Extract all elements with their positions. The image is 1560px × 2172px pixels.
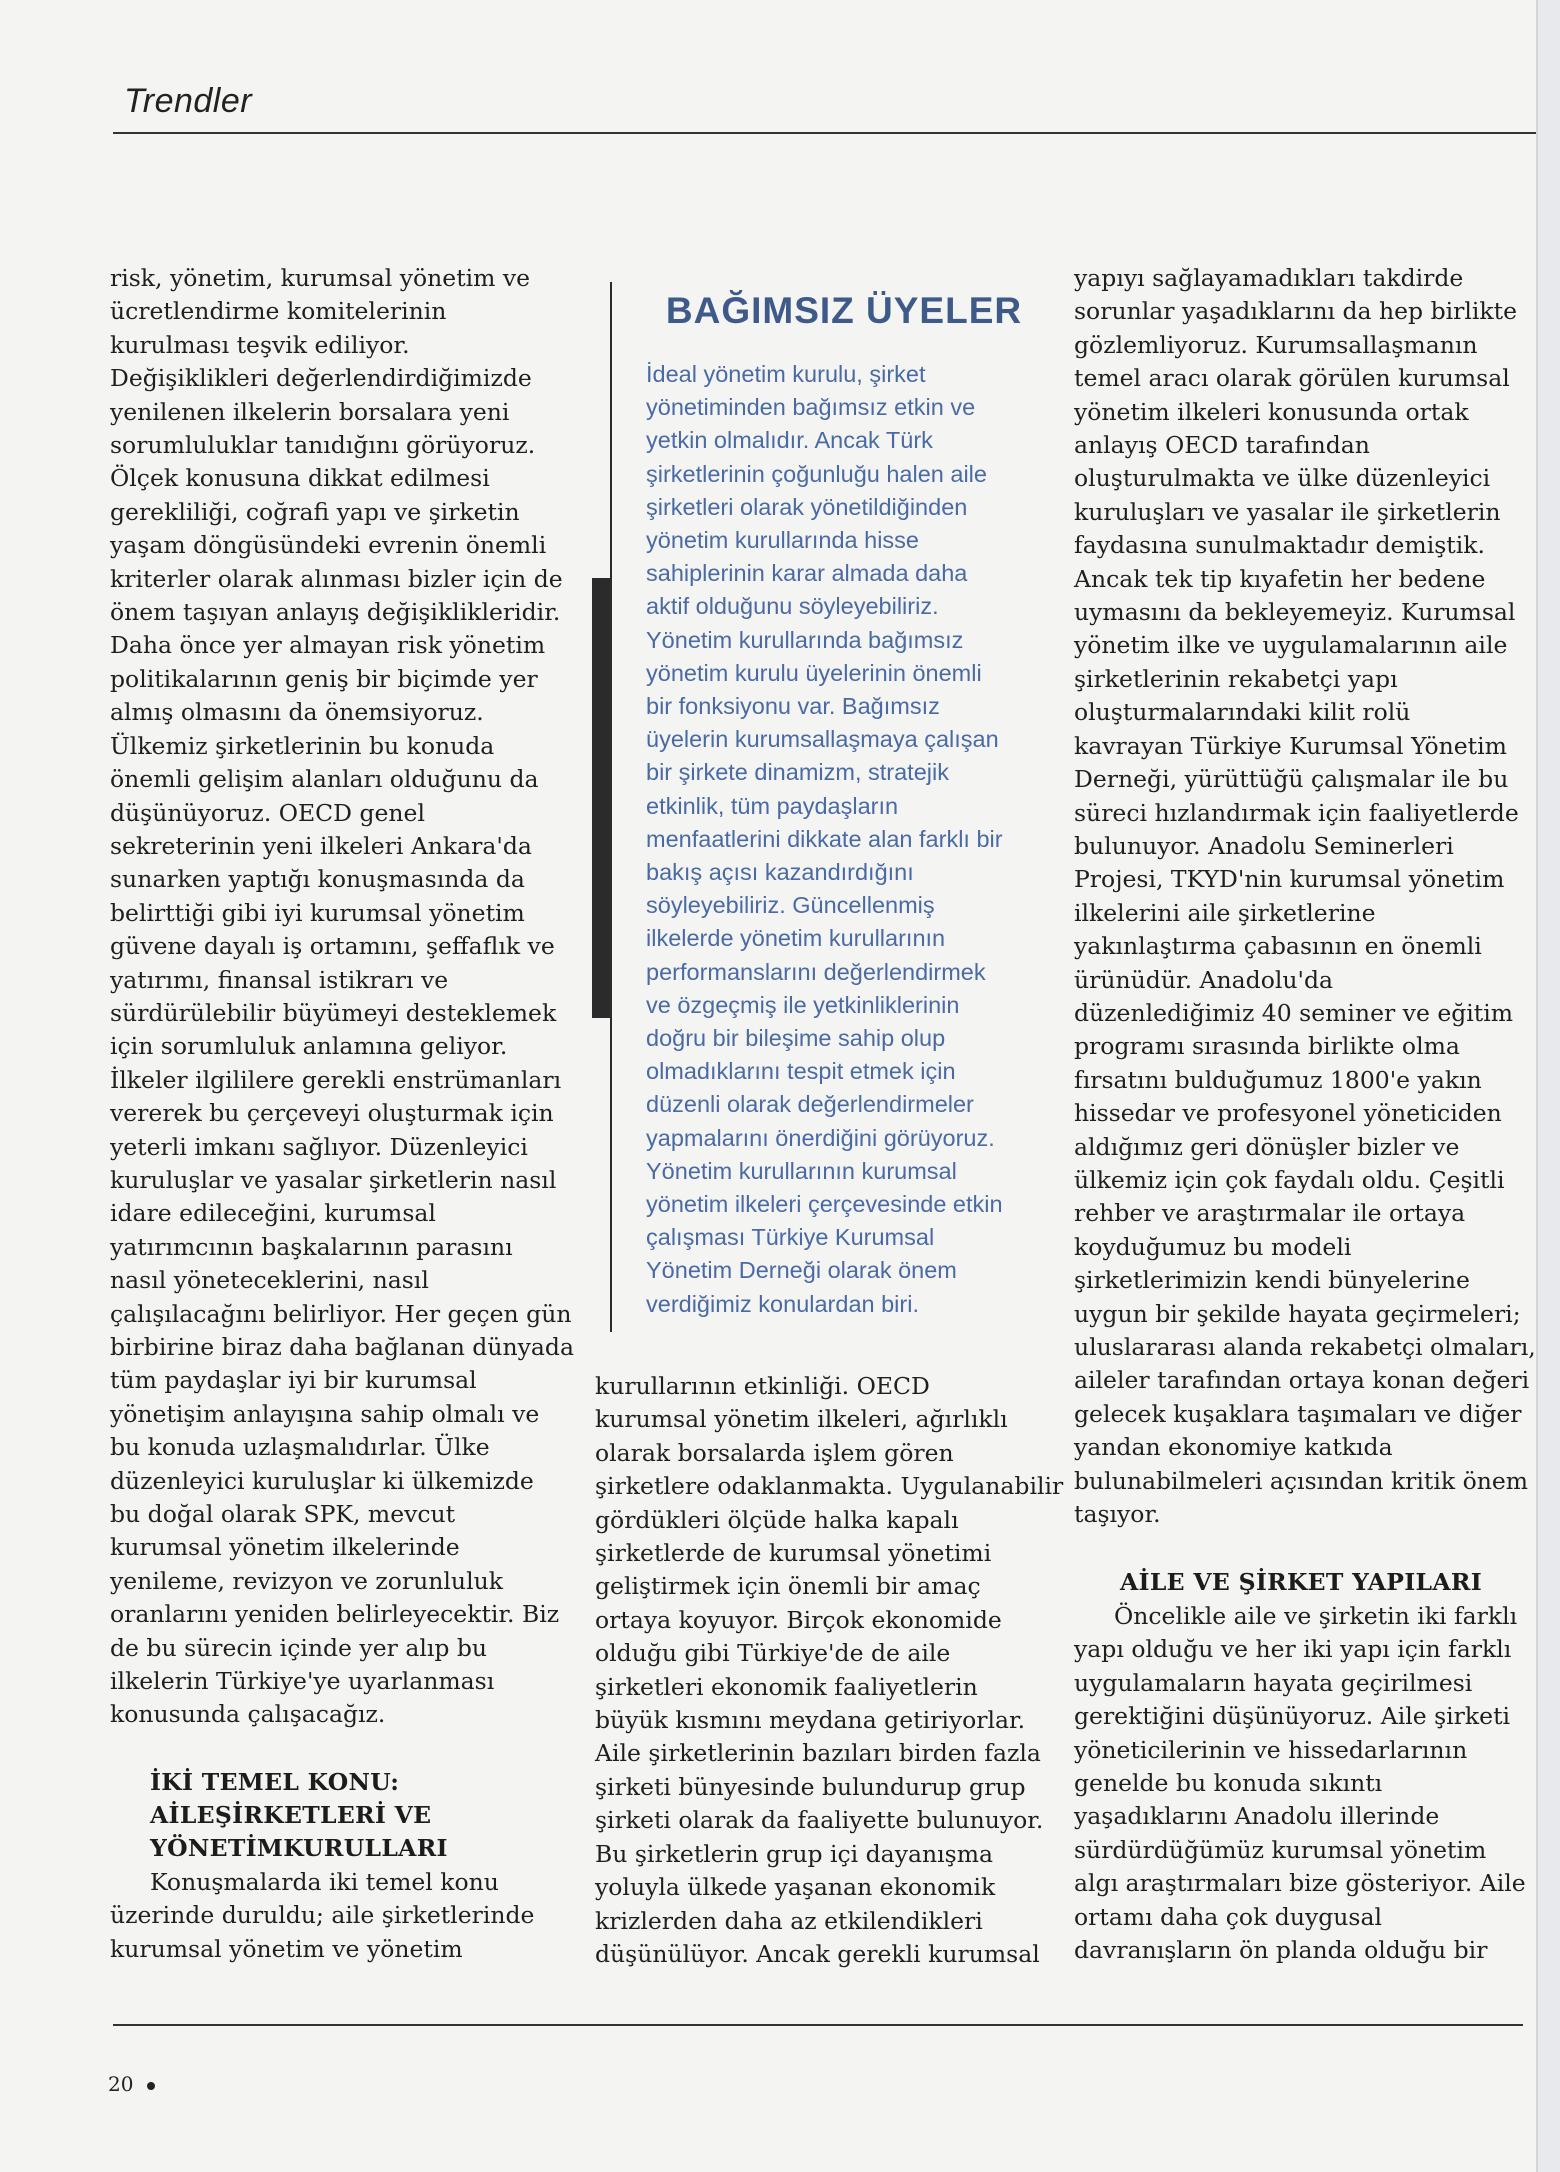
- sidebar-text-line: Yönetim kurullarında bağımsız: [646, 626, 964, 653]
- sidebar-text-line: Yönetim Derneği olarak önem: [646, 1257, 957, 1284]
- text-line: ilkelerin Türkiye'ye uyarlanması: [110, 1667, 495, 1696]
- article-column-2: [595, 1370, 1064, 1971]
- sidebar-text-line: bakış açısı kazandırdığını: [646, 859, 914, 886]
- sidebar-text-line: yapmalarını önerdiğini görüyoruz.: [646, 1124, 995, 1151]
- article-column-1-continued: [110, 1866, 570, 1966]
- page-number: 20: [108, 2072, 134, 2096]
- text-line: yönetişim anlayışına sahip olmalı ve: [110, 1399, 540, 1428]
- text-line: bu doğal olarak SPK, mevcut: [110, 1500, 456, 1529]
- text-line: genelde bu konuda sıkıntı: [1074, 1769, 1383, 1798]
- text-line: gerekliliği, coğrafi yapı ve şirketin: [110, 497, 520, 526]
- text-line: Aile şirketlerinin bazıları birden fazla: [595, 1739, 1041, 1768]
- heading-line: İKİ TEMEL KONU: AİLE: [150, 1768, 400, 1829]
- sidebar-text-line: verdiğimiz konulardan biri.: [646, 1290, 919, 1317]
- text-line: ortamı daha çok duygusal: [1074, 1902, 1383, 1931]
- text-line: faydasına sunulmaktadır demiştik.: [1074, 531, 1485, 560]
- text-line: kurulması teşvik ediliyor.: [110, 330, 410, 359]
- text-line: Bu şirketlerin grup içi dayanışma: [595, 1839, 993, 1868]
- text-line: uluslararası alanda rekabetçi olmaları,: [1074, 1333, 1536, 1361]
- text-line: yapı olduğu ve her iki yapı için farklı: [1074, 1635, 1512, 1664]
- text-line: oluşturulmakta ve ülke düzenleyici: [1074, 464, 1491, 493]
- text-line: yatırımı, finansal istikrarı ve: [110, 965, 449, 994]
- text-line: oluşturmalarındaki kilit rolü: [1074, 698, 1411, 727]
- text-line: önem taşıyan anlayış değişiklikleridir.: [110, 598, 561, 627]
- text-line: krizlerden daha az etkilendikleri: [595, 1906, 983, 1935]
- text-line: şirketlerde de kurumsal yönetimi: [595, 1539, 992, 1568]
- text-line: büyük kısmını meydana getiriyorlar.: [595, 1706, 1026, 1735]
- sidebar-text-line: söyleyebiliriz. Güncellenmiş: [646, 892, 935, 919]
- text-line: davranışların ön planda olduğu bir: [1074, 1936, 1488, 1965]
- sidebar-text-line: yönetiminden bağımsız etkin ve: [646, 394, 976, 421]
- text-line: bu konuda uzlaşmalıdırlar. Ülke: [110, 1433, 490, 1462]
- text-line: tüm paydaşlar iyi bir kurumsal: [110, 1366, 477, 1395]
- text-line: ilkelerini aile şirketlerine: [1074, 898, 1376, 927]
- text-line: taşıyor.: [1074, 1500, 1161, 1529]
- text-line: kavrayan Türkiye Kurumsal Yönetim: [1074, 731, 1507, 760]
- sidebar-text-line: şirketlerinin çoğunluğu halen aile: [646, 460, 987, 487]
- text-line: yeterli imkanı sağlıyor. Düzenleyici: [110, 1132, 528, 1161]
- page-edge: [1536, 0, 1560, 2172]
- sidebar-text-line: etkinlik, tüm paydaşların: [646, 792, 899, 819]
- heading-line: KURULLARI: [283, 1834, 448, 1862]
- text-line: sorumluluklar tanıdığını görüyoruz.: [110, 431, 536, 460]
- text-line: şirketleri ekonomik faaliyetlerin: [595, 1672, 978, 1701]
- text-line: uygun bir şekilde hayata geçirmeleri;: [1074, 1299, 1521, 1328]
- text-line: idare edileceğini, kurumsal: [110, 1199, 436, 1228]
- text-line: gelecek kuşaklara taşımaları ve diğer: [1074, 1399, 1522, 1428]
- text-line: fırsatını bulduğumuz 1800'e yakın: [1074, 1065, 1482, 1094]
- text-line: yatırımcının başkalarının parasını: [110, 1232, 513, 1261]
- sidebar-title: BAĞIMSIZ ÜYELER: [665, 290, 1023, 331]
- text-line: anlayış OECD tarafından: [1074, 431, 1370, 460]
- text-line: yenileme, revizyon ve zorunluluk: [110, 1566, 503, 1595]
- text-line: politikalarının geniş bir biçimde yer: [110, 664, 538, 693]
- sidebar-text-line: üyelerin kurumsallaşmaya çalışan: [646, 726, 999, 753]
- sidebar-text-line: bir şirkete dinamizm, stratejik: [646, 759, 949, 786]
- text-line: sürdürdüğümüz kurumsal yönetim: [1074, 1835, 1487, 1864]
- text-line: düşünülüyor. Ancak gerekli kurumsal: [595, 1939, 1040, 1968]
- text-line: yönetim ilkeleri konusunda ortak: [1074, 397, 1469, 426]
- text-line: Öncelikle aile ve şirketin iki farklı: [1114, 1602, 1518, 1630]
- text-line: rehber ve araştırmalar ile ortaya: [1074, 1199, 1466, 1228]
- text-line: ülkemiz için çok faydalı oldu. Çeşitli: [1074, 1165, 1505, 1194]
- text-line: yaşam döngüsündeki evrenin önemli: [110, 531, 547, 560]
- sidebar-text-line: Yönetim kurullarının kurumsal: [646, 1157, 957, 1184]
- sidebar-text-line: düzenli olarak değerlendirmeler: [646, 1091, 974, 1118]
- sidebar-text-line: olmadıklarını tespit etmek için: [646, 1058, 956, 1085]
- text-line: vererek bu çerçeveyi oluşturmak için: [110, 1099, 554, 1128]
- text-line: çalışılacağını belirliyor. Her geçen gün: [110, 1299, 572, 1328]
- sidebar-text-line: şirketleri olarak yönetildiğinden: [646, 493, 968, 520]
- section-header-title: Trendler: [124, 82, 253, 120]
- text-line: almış olmasını da önemsiyoruz.: [110, 698, 484, 727]
- sidebar-text-line: doğru bir bileşime sahip olup: [646, 1025, 946, 1052]
- text-line: önemli gelişim alanları olduğunu da: [110, 765, 539, 794]
- text-line: kuruluşları ve yasalar ile şirketlerin: [1074, 497, 1501, 526]
- text-line: sekreterinin yeni ilkeleri Ankara'da: [110, 831, 532, 860]
- text-line: yakınlaştırma çabasının en önemli: [1074, 932, 1482, 961]
- text-line: düzenlediğimiz 40 seminer ve eğitim: [1074, 998, 1514, 1027]
- text-line: düzenleyici kuruluşlar ki ülkemizde: [110, 1466, 534, 1495]
- text-line: ortaya koyuyor. Birçok ekonomide: [595, 1605, 1002, 1634]
- text-line: Ancak tek tip kıyafetin her bedene: [1074, 564, 1486, 593]
- sidebar-text-line: bir fonksiyonu var. Bağımsız: [646, 693, 940, 720]
- sidebar-text-line: menfaatlerini dikkate alan farklı bir: [646, 825, 1003, 852]
- text-line: şirketlerimizin kendi bünyelerine: [1074, 1266, 1470, 1295]
- text-line: oranlarını yeniden belirleyecektir. Biz: [110, 1600, 560, 1629]
- text-line: yaşadıklarını Anadolu illerinde: [1074, 1802, 1440, 1831]
- text-line: Ölçek konusuna dikkat edilmesi: [110, 464, 490, 493]
- heading-line: ŞİRKETLERİ VE YÖNETİM: [150, 1801, 432, 1862]
- text-line: hissedar ve profesyonel yöneticiden: [1074, 1099, 1502, 1128]
- section-heading-two-topics: [150, 1766, 580, 1865]
- sidebar-text-line: sahiplerinin karar almada daha: [646, 560, 968, 587]
- text-line: kriterler olarak alınması bizler için de: [110, 564, 563, 593]
- text-line: yandan ekonomiye katkıda: [1074, 1433, 1393, 1462]
- text-line: için sorumluluk anlamına geliyor.: [110, 1032, 508, 1061]
- text-line: programı sırasında birlikte olma: [1074, 1032, 1460, 1061]
- article-column-3: [1074, 262, 1544, 1531]
- text-line: gerektiğini düşünüyoruz. Aile şirketi: [1074, 1702, 1511, 1731]
- sidebar-text-line: yetkin olmalıdır. Ancak Türk: [646, 427, 933, 454]
- section-heading-family-company: AİLE VE ŞİRKET YAPILARI: [1120, 1568, 1483, 1596]
- article-column-1: [110, 262, 574, 1732]
- text-line: gözlemliyoruz. Kurumsallaşmanın: [1074, 330, 1478, 359]
- text-line: yenilenen ilkelerin borsalara yeni: [110, 397, 510, 426]
- text-line: kurumsal yönetim ilkeleri, ağırlıklı: [595, 1405, 1008, 1434]
- text-line: Konuşmalarda iki temel konu: [150, 1868, 499, 1896]
- text-line: aldığımız geri dönüşler bizler ve: [1074, 1132, 1460, 1161]
- text-line: belirttiği gibi iyi kurumsal yönetim: [110, 898, 525, 927]
- text-line: düşünüyoruz. OECD genel: [110, 798, 425, 827]
- text-line: bulunuyor. Anadolu Seminerleri: [1074, 831, 1454, 860]
- text-line: yönetim ilke ve uygulamalarının aile: [1074, 631, 1508, 660]
- text-line: yöneticilerinin ve hissedarlarının: [1074, 1735, 1468, 1764]
- text-line: Derneği, yürüttüğü çalışmalar ile bu: [1074, 765, 1509, 794]
- sidebar-body: [646, 358, 1066, 1321]
- text-line: sunarken yaptığı konuşmasında da: [110, 865, 525, 894]
- text-line: uymasını da bekleyemeyiz. Kurumsal: [1074, 598, 1516, 627]
- text-line: şirketlerinin rekabetçi yapı: [1074, 664, 1398, 693]
- text-line: güvene dayalı iş ortamını, şeffaflık ve: [110, 932, 555, 961]
- sidebar-text-line: ilkelerde yönetim kurullarının: [646, 925, 946, 952]
- sidebar-text-line: yönetim kurullarında hisse: [646, 527, 919, 554]
- text-line: nasıl yöneteceklerini, nasıl: [110, 1266, 429, 1295]
- text-line: temel aracı olarak görülen kurumsal: [1074, 364, 1510, 393]
- header-divider: [113, 132, 1537, 134]
- text-line: Ülkemiz şirketlerinin bu konuda: [110, 731, 495, 760]
- text-line: sorunlar yaşadıklarını da hep birlikte: [1074, 297, 1517, 326]
- text-line: uygulamaların hayata geçirilmesi: [1074, 1668, 1473, 1697]
- text-line: olarak borsalarda işlem gören: [595, 1438, 954, 1467]
- sidebar-thin-rule: [610, 282, 612, 1332]
- text-line: üzerinde duruldu; aile şirketlerinde: [110, 1901, 535, 1930]
- text-line: kurumsal yönetim ve yönetim: [110, 1934, 463, 1963]
- text-line: kuruluşlar ve yasalar şirketlerin nasıl: [110, 1165, 557, 1194]
- sidebar-text-line: yönetim kurulu üyelerinin önemli: [646, 659, 982, 686]
- sidebar-text-line: aktif olduğunu söyleyebiliriz.: [646, 593, 939, 620]
- text-line: kurullarının etkinliği. OECD: [595, 1372, 930, 1400]
- text-line: şirketlere odaklanmakta. Uygulanabilir: [595, 1472, 1064, 1501]
- text-line: şirketi bünyesinde bulundurup grup: [595, 1772, 1026, 1801]
- text-line: konusunda çalışacağız.: [110, 1700, 386, 1729]
- text-line: kurumsal yönetim ilkelerinde: [110, 1533, 460, 1562]
- text-line: Projesi, TKYD'nin kurumsal yönetim: [1074, 865, 1505, 894]
- text-line: olduğu gibi Türkiye'de de aile: [595, 1639, 951, 1668]
- text-line: ürünüdür. Anadolu'da: [1074, 965, 1334, 994]
- text-line: Değişiklikleri değerlendirdiğimizde: [110, 364, 532, 393]
- text-line: ücretlendirme komitelerinin: [110, 297, 447, 326]
- text-line: Daha önce yer almayan risk yönetim: [110, 631, 546, 660]
- sidebar-thick-rule: [592, 578, 610, 1018]
- text-line: koyduğumuz bu modeli: [1074, 1232, 1352, 1261]
- text-line: sürdürülebilir büyümeyi desteklemek: [110, 998, 557, 1027]
- text-line: geliştirmek için önemli bir amaç: [595, 1572, 981, 1601]
- text-line: risk, yönetim, kurumsal yönetim ve: [110, 264, 531, 292]
- sidebar-text-line: performanslarını değerlendirmek: [646, 958, 986, 985]
- text-line: algı araştırmaları bize gösteriyor. Aile: [1074, 1869, 1526, 1898]
- text-line: de bu sürecin içinde yer alıp bu: [110, 1633, 488, 1662]
- text-line: İlkeler ilgililere gerekli enstrümanları: [110, 1065, 562, 1094]
- sidebar-text-line: İdeal yönetim kurulu, şirket: [646, 361, 926, 387]
- sidebar-text-line: çalışması Türkiye Kurumsal: [646, 1224, 935, 1251]
- sidebar-text-line: yönetim ilkeleri çerçevesinde etkin: [646, 1191, 1003, 1218]
- text-line: yoluyla ülkede yaşanan ekonomik: [595, 1873, 996, 1902]
- text-line: yapıyı sağlayamadıkları takdirde: [1074, 264, 1464, 292]
- page-number-bullet: [147, 2082, 155, 2090]
- footer-divider: [113, 2024, 1523, 2026]
- text-line: birbirine biraz daha bağlanan dünyada: [110, 1333, 574, 1361]
- text-line: gördükleri ölçüde halka kapalı: [595, 1505, 959, 1534]
- sidebar-text-line: ve özgeçmiş ile yetkinliklerinin: [646, 991, 960, 1018]
- text-line: süreci hızlandırmak için faaliyetlerde: [1074, 798, 1519, 827]
- text-line: bulunabilmeleri açısından kritik önem: [1074, 1466, 1529, 1495]
- text-line: aileler tarafından ortaya konan değeri: [1074, 1366, 1530, 1395]
- article-column-3-continued: [1074, 1600, 1544, 1967]
- text-line: şirketi olarak da faaliyette bulunuyor.: [595, 1806, 1044, 1835]
